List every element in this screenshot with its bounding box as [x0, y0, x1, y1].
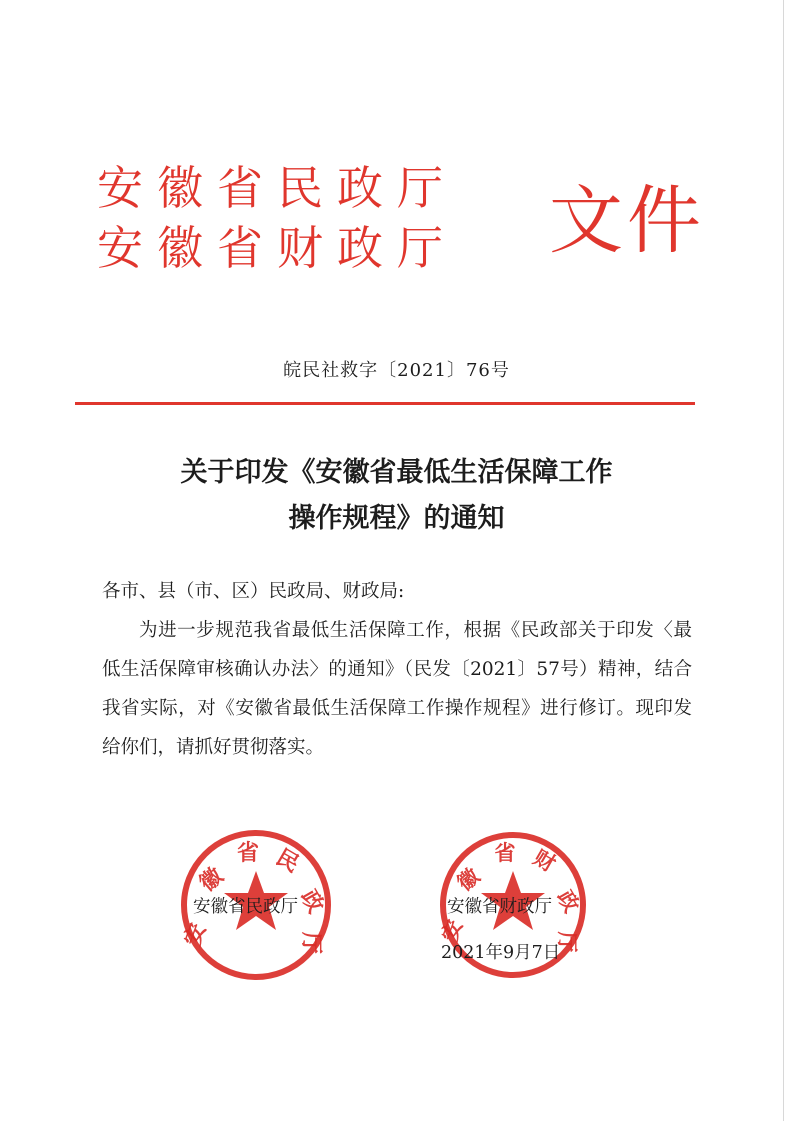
document-number: 皖民社救字〔2021〕76号 — [283, 360, 510, 381]
svg-text:政: 政 — [552, 886, 584, 917]
document-title — [0, 450, 793, 542]
svg-text:厅: 厅 — [298, 931, 323, 955]
svg-text:政: 政 — [295, 885, 328, 918]
issue-date: 2021年9月7日 — [441, 943, 561, 963]
svg-text:厅: 厅 — [555, 931, 579, 953]
title-line-1: 关于印发《安徽省最低生活保障工作 — [180, 457, 613, 488]
issuer-line-2: 安徽省财政厅 — [97, 221, 457, 275]
document-body — [102, 573, 692, 786]
signature-civil-affairs: 安徽省民政厅 — [193, 897, 298, 917]
issuer-suffix: 文件 — [549, 178, 705, 264]
red-divider — [75, 402, 695, 405]
svg-text:安: 安 — [437, 916, 468, 945]
svg-text:徽: 徽 — [195, 863, 229, 897]
body-paragraph: 为进一步规范我省最低生活保障工作，根据《民政部关于印发〈最低生活保障审核确认办法〉的通知》（民发〔2021〕57号）精神，结合我省实际，对《安徽省最低生活保障工作操作规程》进行修订。现印发给你们，请抓好贯彻落实。 — [102, 620, 692, 758]
signature-finance: 安徽省财政厅 — [447, 897, 552, 917]
svg-text:省: 省 — [494, 841, 516, 865]
svg-text:安: 安 — [180, 920, 212, 950]
issuer-block — [97, 158, 457, 278]
svg-text:省: 省 — [236, 841, 260, 866]
issuer-line-1: 安徽省民政厅 — [97, 161, 457, 215]
title-line-2: 操作规程》的通知 — [288, 503, 505, 534]
svg-text:民: 民 — [271, 845, 304, 878]
page-edge-line — [783, 0, 784, 1121]
svg-text:徽: 徽 — [452, 863, 485, 896]
salutation: 各市、县（市、区）民政局、财政局: — [102, 581, 405, 602]
svg-text:财: 财 — [529, 845, 560, 877]
